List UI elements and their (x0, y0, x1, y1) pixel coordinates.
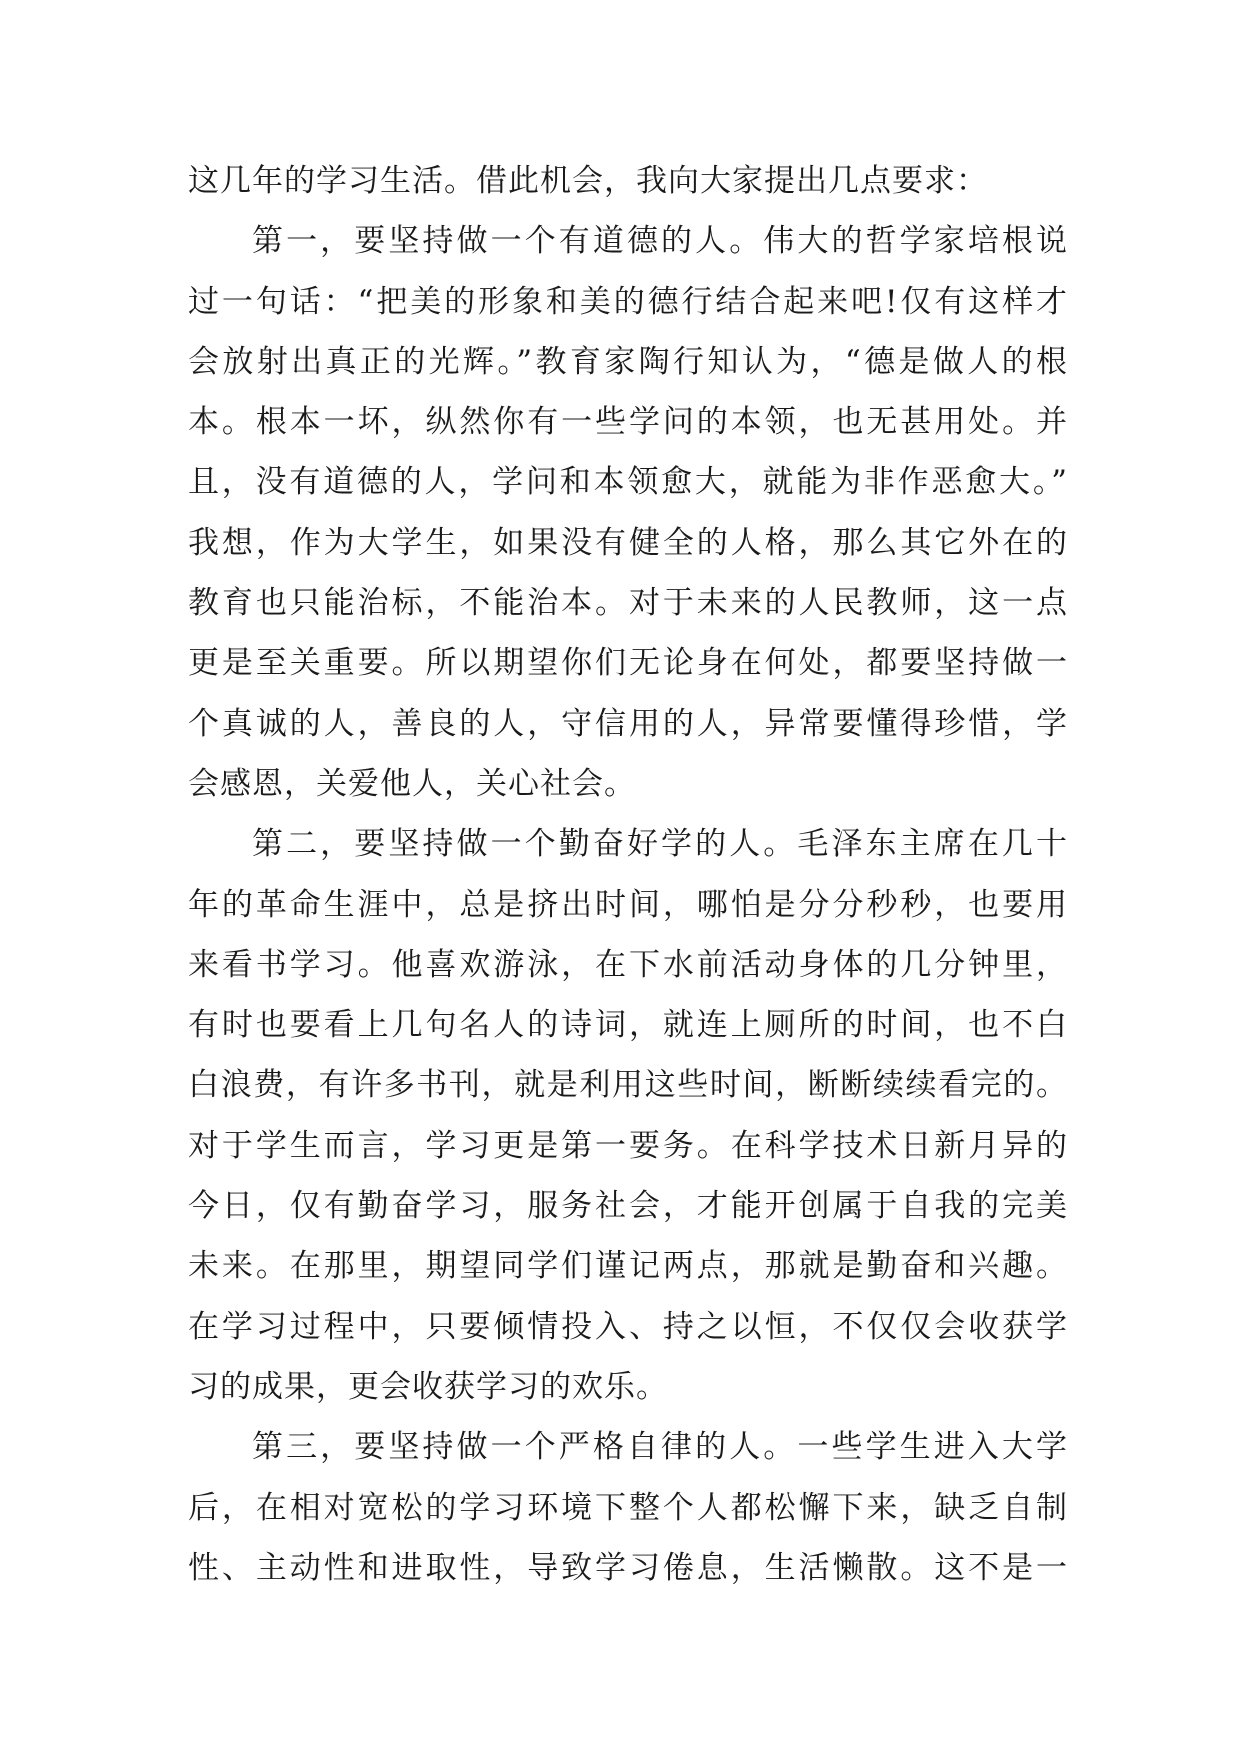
text-line: 第一，要坚持做一个有道德的人。伟大的哲学家培根说 (252, 223, 1068, 260)
text-line: 第三，要坚持做一个严格自律的人。一些学生进入大学 (252, 1429, 1068, 1466)
text-line: 白浪费，有许多书刊，就是利用这些时间，断断续续看完的。 (188, 1067, 1068, 1104)
text-line: 今日，仅有勤奋学习，服务社会，才能开创属于自我的完美 (188, 1188, 1068, 1225)
text-line: 过一句话：“把美的形象和美的德行结合起来吧!仅有这样才 (188, 283, 1068, 320)
text-line: 对于学生而言，学习更是第一要务。在科学技术日新月异的 (188, 1127, 1068, 1164)
text-line: 未来。在那里，期望同学们谨记两点，那就是勤奋和兴趣。 (188, 1248, 1068, 1285)
text-line: 习的成果，更会收获学习的欢乐。 (188, 1368, 668, 1405)
text-line: 性、主动性和进取性，导致学习倦息，生活懒散。这不是一 (188, 1549, 1068, 1586)
text-line: 第二，要坚持做一个勤奋好学的人。毛泽东主席在几十 (252, 826, 1068, 863)
text-line: 更是至关重要。所以期望你们无论身在何处，都要坚持做一 (188, 645, 1068, 682)
body-text (188, 151, 1068, 1598)
text-line: 有时也要看上几句名人的诗词，就连上厕所的时间，也不白 (188, 1007, 1068, 1044)
text-line: 本。根本一坏，纵然你有一些学问的本领，也无甚用处。并 (188, 404, 1068, 441)
text-line: 个真诚的人，善良的人，守信用的人，异常要懂得珍惜，学 (188, 705, 1068, 742)
text-line: 教育也只能治标，不能治本。对于未来的人民教师，这一点 (188, 585, 1068, 622)
text-line: 我想，作为大学生，如果没有健全的人格，那么其它外在的 (188, 524, 1068, 561)
text-line: 在学习过程中，只要倾情投入、持之以恒，不仅仅会收获学 (188, 1308, 1068, 1345)
text-line: 后，在相对宽松的学习环境下整个人都松懈下来，缺乏自制 (188, 1489, 1068, 1526)
text-line: 且，没有道德的人，学问和本领愈大，就能为非作恶愈大。” (188, 464, 1068, 501)
text-line: 会放射出真正的光辉。”教育家陶行知认为，“德是做人的根 (188, 343, 1068, 380)
text-line: 这几年的学习生活。借此机会，我向大家提出几点要求： (188, 163, 988, 199)
text-line: 年的革命生涯中，总是挤出时间，哪怕是分分秒秒，也要用 (188, 886, 1068, 923)
text-line: 会感恩，关爱他人，关心社会。 (188, 765, 636, 802)
text-line: 来看书学习。他喜欢游泳，在下水前活动身体的几分钟里， (188, 946, 1068, 983)
